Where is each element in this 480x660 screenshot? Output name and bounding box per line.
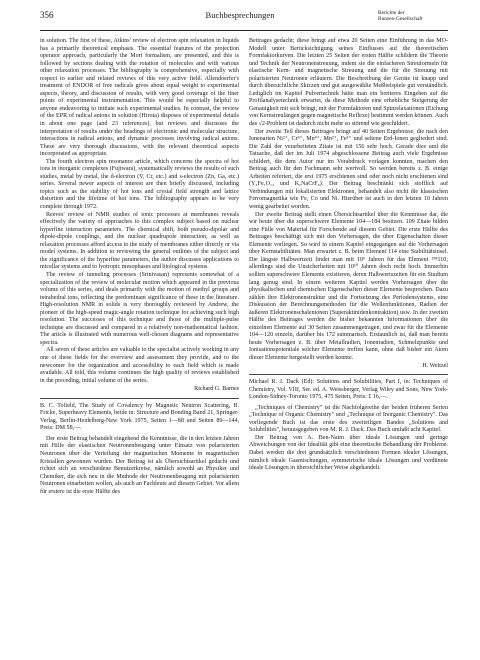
- journal-name: [378, 10, 423, 28]
- review-entry-heading: Michael R. J. Dack (Ed): Solutions and Solubilities, Part I, in: Techniques of Chemistry, Vol. VIII, Ser. ed. A. Weissberger, Verlag Wiley and Sons, New York-London-Sidney-Toronto 1975, 475 Seiten, Preis: £ 16,—.: [249, 379, 448, 401]
- right-column: [249, 38, 448, 473]
- section-divider: [249, 374, 448, 375]
- journal-name-line2: Bunsen-Gesellschaft: [378, 16, 423, 23]
- paragraph: Der zweite Teil dieses Beitrages bringt auf 40 Seiten Ergebnisse, die nach den Ionenarten Ni²⁺, Cr³⁺, Mn⁴⁺, Mn²⁺, Fe³⁺ und seltene Erd-Ionen gegliedert sind. Die Zahl der verarbeiteten Zitate ist mit 156 sehr hoch. Gerade dies und die Tatsache, daß der im Juli 1974 abgeschlossene Beitrag auch viele Ergebnisse schildert, die dem Autor nur im Vorabdruck vorlagen konnten, machen den Beitrag auch für den Fachmann sehr wertvoll. So werden bereits z. B. einige Arbeiten referiert, die erst 1975 erschienen sind oder noch nicht erschienen sind (Y₃Fe₅O₁₂ und K₂NaCrF₆). Der Beitrag beschränkt sich stofflich auf Verbindungen mit lokalisierten Elektronen, behandelt also nicht die klassischen Ferromagnetika wie Fe, Co und Ni. Hierüber ist auch in den letzten 10 Jahren wenig gearbeitet worden.: [249, 128, 448, 211]
- paragraph: The fourth electron spin resonance article, which concerns the spectra of hot ions in inorganic complexes (Fujiwara), systematically reviews the results of such studies, metal by metal, the d-electron (V, Cr, etc.) and s-electron (Zn, Ga, etc.) series. Several newer aspects of interest are then briefly discussed, including topics such as the stability of hot ions and crystal field strength and lattice distortion and the lifetime of hot ions. The bibliography appears to be very complete through 1972.: [40, 158, 239, 211]
- paragraph: „Techniques of Chemistry" ist die Nachfolgereihe der beiden früheren Serien „Technique of Organic Chemistry" und „Technique of Inorganic Chemistry". Das vorliegende Buch ist das erste des zweiteiligen Bandes „Solutions and Solubilities", herausgegeben von M. R. J. Dack. Das Buch umfaßt acht Kapitel.: [249, 404, 448, 434]
- paragraph: in solution. The first of these, Atkins' review of electron spin relaxation in liquids has a primarily theoretical emphasis. The essential features of the projection operator approach, particularly the Mori formalism, are presented, and this is followed by sections dealing with the rotation of molecules and with various other relaxation processes. The bibliography is comprehensive, especially with respect to earlier and related reviews of this very active field. Allendoerfer's treatment of ENDOR of free radicals gives about equal weight to experimental aspects, theory, and discussion of results, with very good coverage of the finer points of experimental instrumentation. This would be especially helpful to anyone endeavoring to initiate such experimental studies. In contrast, the review of the EPR of radical anions in solution (Hirota) disposes of experimental details in about one page (and 23 references), but reviews and discusses the interpretation of results under the headings of electronic and molecular structure, interactions in radical anions, and dynamic processes involving radical anions. These are very thorough discussions, with the relevant theoretical aspects incorporated as appropriate.: [40, 38, 239, 158]
- journal-name-line1: Berichte der: [378, 10, 405, 16]
- reviewer-signature: H. Weitzel: [422, 362, 448, 369]
- paragraph: All seven of these articles are valuable to the specialist actively working in any one of these fields for the overview and assessment they provide, and to the newcomer for the organization and accessibility to each field which is made available. All told, this volume continues the high quality of reviews established in the preceding, initial volume of the series.: [40, 347, 239, 384]
- paragraph: The review of tunneling processes (Srinivasan) represents somewhat of a specialization of the review of molecular motion which appeared in the previous volume of this series, and deals primarily with the motion of methyl groups and tetrahedral ions, reflecting the predominant significance of these in the literature. High-resolution NMR in solids is very thoroughly reviewed by Andrew, the pioneer of the high-speed magic-angle rotation technique for achieving such high resolution. The successes of this technique and those of the multiple-pulse technique are discussed and compared in a relatively non-mathematical fashion. The article is illustrated with numerous well-chosen diagrams and representative spectra.: [40, 271, 239, 346]
- paragraph: Der zweite Beitrag stellt einen Übersichtsartikel über die Kenntnisse dar, die wir heute über die superschwere Elemente 104—184 besitzen. 109 Zitate bilden eine Fülle von Material für Forschende auf diesem Gebiet. Die erste Hälfte des Beitrages beschäftigt sich mit den Vorhersagen, die über Eigenschaften dieser Elemente vorliegen. So wird in einem Kapitel eingegangen auf die Vorhersagen über Kernstabilitäten. Man erwartet z. B. beim Element 114 eine Stabilitätsinsel. Die längste Halbwertzeit findet man mit 10⁵ Jahren für das Element ²⁹⁸110; allerdings sind die Unsicherheiten mit 10¹⁰ Jahren doch recht hoch. Immerhin sollten superschwere Elemente existieren, deren Halbwertszeiten für ein Studium lang genug sind. In einem weiteren Kapitel werden Vorhersagen über die physikalischen und chemischen Eigenschaften dieser Elemente besprochen. Dazu zählen ihre Elektronenstruktur und die Fortsetzung des Periodensystems, eine Diskussion der Berechnungsmethoden für die Wellenfunktionen, Radien der äußeren Elektronenschalenionen (Superaktinidenkontraktion) usw. In der zweiten Hälfte des Beitrages werden die bisher bekannten Informationen über die einzelnen Elemente auf 30 Seiten zusammengetragen, und zwar für die Elemente 104—120 einzeln, darüber bis 172 summarisch. Erstaunlich ist, daß man bereits heute Vorhersagen z. B. über Metallradien, Ionenradien, Schmelzpunkte und Ionisationspotentiale solcher Elemente treffen kann, ohne daß bisher ein Atom dieser Elemente hergestellt werden konnte.: [249, 211, 448, 361]
- paragraph: Der erste Beitrag behandelt eingehend die Kenntnisse, die in den letzten Jahren mit Hilfe der elastischen Neutronenbeugung unter Einsatz von polarisierten Neutronen über die Verteilung der magnetischen Momente in magnetischen Kristallen gewonnen wurden. Der Beitrag ist als Übersichtsartikel gedacht und richtet sich an verschiedene Benutzerkreise, nämlich sowohl an Physiker und Chemiker, die sich neu in die Methode der Neutronenbeugung mit polarisierten Neutronen einarbeiten wollen, als auch an Fachleute auf diesem Gebiet. Vor allem für erstere ist die erste Hälfte des: [40, 435, 239, 495]
- page-number: 356: [40, 10, 54, 20]
- paragraph: Reeves' review of NMR studies of ionic processes at membranes reveals effectively the variety of approaches to this complex subject based on nuclear hyperfine interaction parameters. The chemical shift, both pseudo-dipolar and dipole-dipole couplings, and the nuclear quadrupole interaction, as well as relaxation processes afford access to the study of membranes either directly or via model systems. In addition to reviewing the general outlines of the subject and the significance of the hyperfine parameters, the author discusses applications to micellar systems and to lyotropic mesophases and biological systems.: [40, 211, 239, 271]
- section-divider: [40, 398, 239, 399]
- review-entry-heading: B. C. Tofield, The Study of Covalency by Magnetic Neutron Scattering, B. Fricke, Superheavy Elements, beide in: Structure and Bonding Band 21, Springer-Verlag, Berlin-Heidelberg-New York 1975, Seiten 1—88 und Seiten 89—144, Preis: DM 58,—.: [40, 402, 239, 432]
- paragraph: Der Beitrag von A. Ben-Naim über ideale Lösungen und geringe Abweichungen von der Idealität gibt eine theoretische Behandlung der Probleme. Dabei werden die drei grundsätzlich verschiedenen Formen idealer Lösungen, nämlich ideale Gasmischungen, symmetrische ideale Lösungen und verdünnte ideale Lösungen in übersichtlicher Weise abgehandelt.: [249, 434, 448, 472]
- reviewer-signature: Richard G. Barnes: [194, 386, 239, 393]
- header-rule: [40, 30, 448, 31]
- running-header: Buchbesprechungen: [205, 10, 275, 20]
- paragraph: Beitrages gedacht; diese bringt auf etwa 20 Seiten eine Einführung in das MO-Modell unter Berücksichtigung seines Einflusses auf die theoretischen Formfaktorkurven. Die letzten 25 Seiten der ersten Hälfte schildern die Theorie und Technik der Neutronenstreuung, indem sie die einfacheren Streuformeln für elastische Kern- und magnetische Streuung und die für die Streuung mit polarisierten Neutronen erläutern. Die Beschreibung der Geräte ist knapp und durch übersichtliche Skizzen und gut ausgewählte Meßbeispiele gut verständlich. Lediglich im Kapitel Pulvertechnik hätte man ein breiteres Eingehen auf die Profilanalysetechnik erwartet, da diese Methode eine erhebliche Steigerung der Genauigkeit mit sich bringt, mit der Formfaktoren und Spinrelaxationen (Eichung von Kernstreulängen gegen magnetische Reflexe) bestimmt werden können. Auch das √2-Problem ist dadurch nicht mehr so störend wie geschildert.: [249, 38, 448, 128]
- left-column: [40, 38, 239, 496]
